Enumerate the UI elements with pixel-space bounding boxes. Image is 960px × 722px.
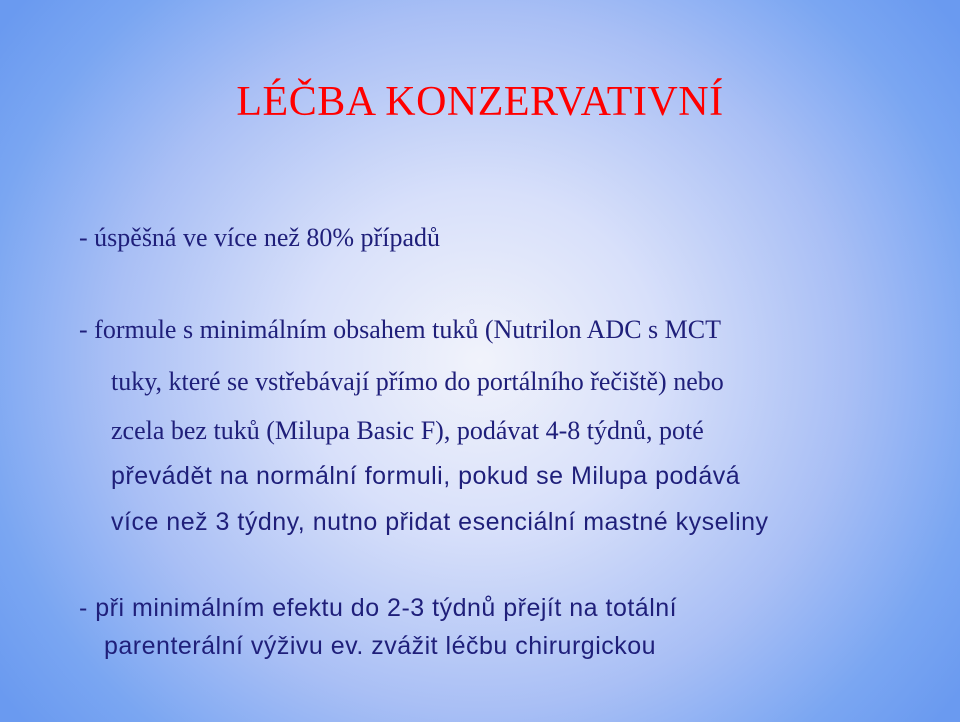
bullet-2-line-5: více než 3 týdny, nutno přidat esenciální mastné kyseliny — [111, 508, 769, 536]
bullet-3-line-1: - při minimálním efektu do 2-3 týdnů přejít na totální — [79, 594, 678, 622]
bullet-2-line-2: tuky, které se vstřebávají přímo do portálního řečiště) nebo — [111, 367, 724, 396]
bullet-2-line-4: převádět na normální formuli, pokud se Milupa podává — [111, 462, 741, 490]
slide-title: LÉČBA KONZERVATIVNÍ — [236, 79, 724, 125]
bullet-2-line-3: zcela bez tuků (Milupa Basic F), podávat 4-8 týdnů, poté — [111, 416, 704, 445]
bullet-1-line-1: - úspěšná ve více než 80% případů — [79, 223, 440, 252]
bullet-3-line-2: parenterální výživu ev. zvážit léčbu chirurgickou — [104, 632, 657, 660]
bullet-2-line-1: - formule s minimálním obsahem tuků (Nutrilon ADC s MCT — [79, 315, 722, 344]
